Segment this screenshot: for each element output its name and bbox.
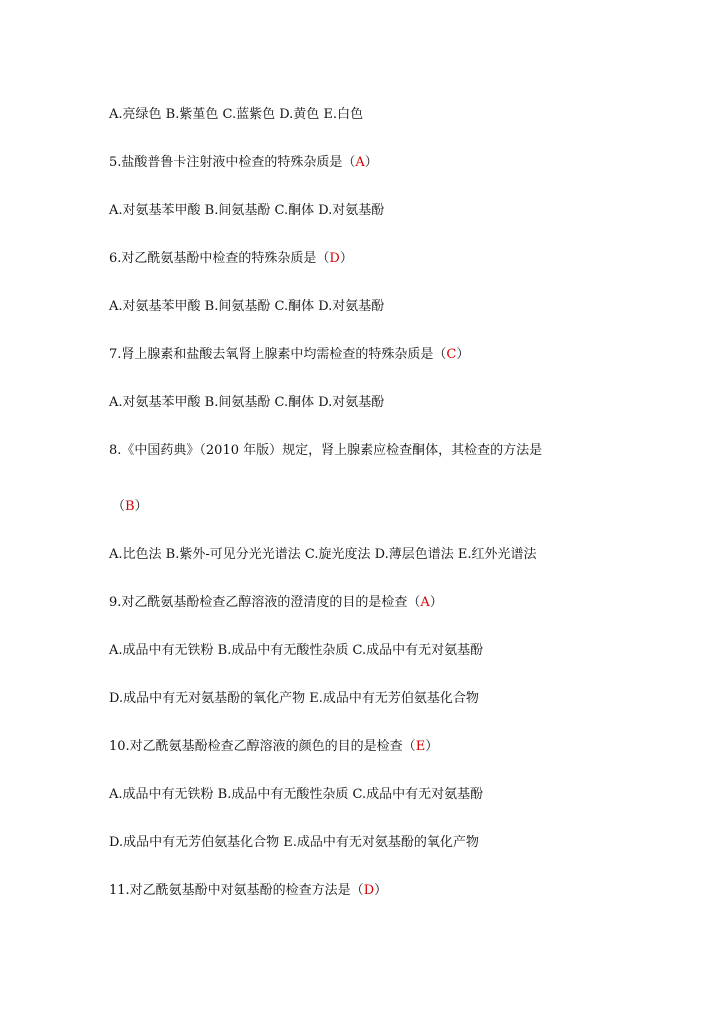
question-5 bbox=[109, 155, 378, 171]
answer-open: （ bbox=[112, 499, 126, 514]
answer-letter: D bbox=[363, 883, 375, 898]
question-close: ） bbox=[425, 739, 439, 754]
question-text: 6.对乙酰氨基酚中检查的特殊杂质是（ bbox=[109, 251, 330, 266]
question-text: 9.对乙酰氨基酚检查乙醇溶液的澄清度的目的是检查（ bbox=[109, 595, 421, 610]
question-11 bbox=[109, 883, 387, 899]
answer-letter: A bbox=[420, 595, 430, 610]
question-close: ） bbox=[374, 883, 388, 898]
options-q9-row1: A.成品中有无铁粉 B.成品中有无酸性杂质 C.成品中有无对氨基酚 bbox=[109, 643, 484, 658]
question-6 bbox=[109, 251, 353, 267]
question-text: 5.盐酸普鲁卡注射液中检查的特殊杂质是（ bbox=[109, 155, 356, 170]
question-close: ） bbox=[429, 595, 443, 610]
question-text: 7.肾上腺素和盐酸去氧肾上腺素中均需检查的特殊杂质是（ bbox=[109, 347, 447, 362]
options-q7: A.对氨基苯甲酸 B.间氨基酚 C.酮体 D.对氨基酚 bbox=[109, 395, 385, 410]
options-q4: A.亮绿色 B.紫堇色 C.蓝紫色 D.黄色 E.白色 bbox=[109, 107, 364, 122]
question-close: ） bbox=[134, 499, 148, 514]
options-q9-row2: D.成品中有无对氨基酚的氧化产物 E.成品中有无芳伯氨基化合物 bbox=[109, 691, 479, 706]
question-9 bbox=[109, 595, 443, 611]
answer-letter: B bbox=[125, 499, 135, 514]
question-close: ） bbox=[364, 155, 378, 170]
answer-letter: C bbox=[446, 347, 457, 362]
options-q8: A.比色法 B.紫外-可见分光光谱法 C.旋光度法 D.薄层色谱法 E.红外光谱法 bbox=[109, 547, 537, 562]
question-8: 8.《中国药典》（2010 年版）规定，肾上腺素应检查酮体，其检查的方法是 bbox=[109, 443, 543, 458]
answer-letter: A bbox=[355, 155, 365, 170]
options-q6: A.对氨基苯甲酸 B.间氨基酚 C.酮体 D.对氨基酚 bbox=[109, 299, 385, 314]
options-q5: A.对氨基苯甲酸 B.间氨基酚 C.酮体 D.对氨基酚 bbox=[109, 203, 385, 218]
options-q10-row1: A.成品中有无铁粉 B.成品中有无酸性杂质 C.成品中有无对氨基酚 bbox=[109, 787, 484, 802]
answer-letter: D bbox=[329, 251, 340, 266]
question-7 bbox=[109, 347, 469, 363]
question-10 bbox=[109, 739, 438, 755]
options-q10-row2: D.成品中有无芳伯氨基化合物 E.成品中有无对氨基酚的氧化产物 bbox=[109, 835, 479, 850]
question-close: ） bbox=[339, 251, 353, 266]
question-text: 10.对乙酰氨基酚检查乙醇溶液的颜色的目的是检查（ bbox=[109, 739, 416, 754]
question-text: 11.对乙酰氨基酚中对氨基酚的检查方法是（ bbox=[109, 883, 364, 898]
question-close: ） bbox=[456, 347, 470, 362]
question-8-answer bbox=[112, 499, 148, 515]
answer-letter: E bbox=[415, 739, 426, 754]
